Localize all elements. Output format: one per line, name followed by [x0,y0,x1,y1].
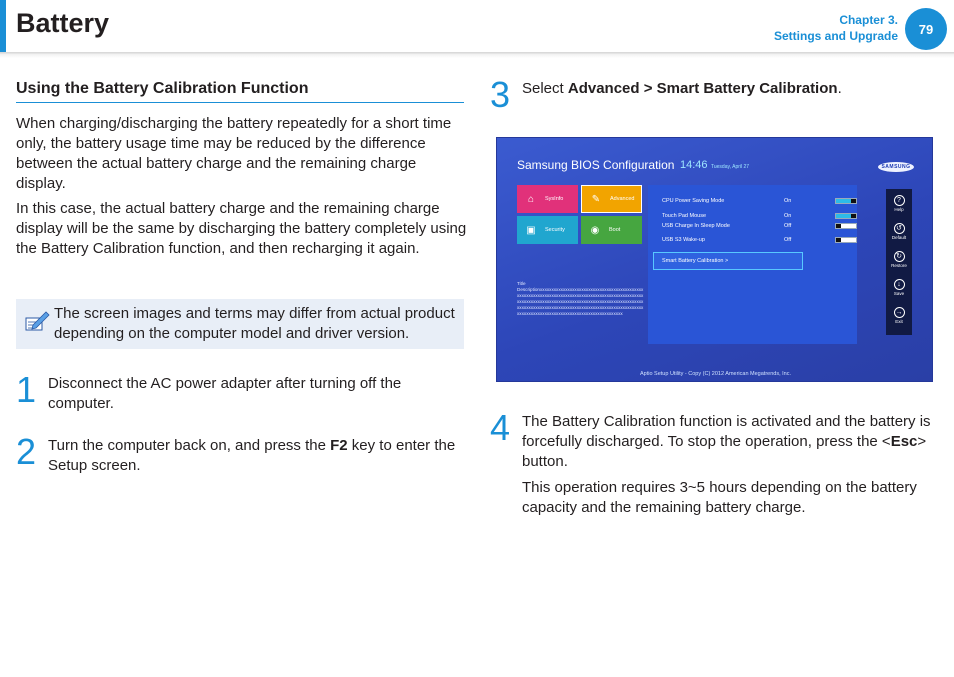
bios-tile-security[interactable] [517,216,578,244]
step-4-text [522,412,934,472]
bios-side-exit[interactable] [886,307,912,324]
bios-side-save-label: Save [893,291,905,296]
step-4-number: 4 [490,407,511,448]
bios-side-menu [886,189,912,335]
note-pencil-icon [24,308,50,334]
smart-battery-calibration-button[interactable]: Smart Battery Calibration > [653,252,803,270]
bios-side-help-label: Help [894,207,904,212]
bios-side-default-label: Default [891,235,907,240]
bios-tile-advanced[interactable] [581,185,642,213]
bios-option-value: On [784,198,792,204]
step-2-text [48,436,464,476]
step-2-pre: Turn the computer back on, and press the [48,437,331,454]
bios-option-toggle[interactable] [835,213,857,219]
bios-date: Tuesday, April 27 [711,164,750,170]
step-2-number: 2 [16,431,37,472]
step-4-note: This operation requires 3~5 hours depending on the battery capacity and the remaining battery charge. [522,479,917,516]
power-icon: ◉ [590,224,600,236]
chapter-title: Settings and Upgrade [773,29,898,43]
bios-option-label: Touch Pad Mouse [662,213,707,219]
bios-footer: Aptio Setup Utility - Copy (C) 2012 American Megatrends, Inc. [639,371,791,377]
default-icon: ↺ [894,223,905,234]
step-3-number: 3 [490,74,511,115]
bios-tile-security-label: Security [545,227,565,233]
bios-option-toggle[interactable] [835,223,857,229]
step-3-text [522,79,932,99]
bios-tile-boot-label: Boot [609,227,621,233]
bios-option-label: CPU Power Saving Mode [662,198,725,204]
bios-side-restore-label: Restore [891,263,907,268]
bios-tile-sysinfo[interactable] [517,185,578,213]
bios-option-value: Off [784,223,792,229]
step-3-sep: > [639,80,657,97]
bios-option-toggle[interactable] [835,198,857,204]
note-text: The screen images and terms may differ from actual product depending on the computer model and driver version. [54,305,455,342]
exit-icon: → [895,309,903,316]
step-1-text: Disconnect the AC power adapter after turning off the computer. [48,375,402,412]
step-4-pre: The Battery Calibration function is activated and the battery is forcefully discharged. To stop the operation, press the < [522,413,931,450]
step-3-post: . [837,80,842,97]
bios-title: Samsung BIOS Configuration [517,158,675,172]
intro-paragraph-2: In this case, the actual battery charge and the remaining charge display will be the same by discharging the battery completely using the Battery Calibration function, and then recharging it again. [16,200,467,257]
chapter-number: Chapter 3. [839,13,898,27]
bios-tile-advanced-label: Advanced [610,196,635,202]
bios-description-text: Descriptionxxxxxxxxxxxxxxxxxxxxxxxxxxxxxxxxxxxxxxxxxxxxxxxxxxxxxxxxxxxxxxxxxxxxxxxxxxxxxxxxxxxxxxxxxxxxxxxxxxxxxxxxxxxxxxxxxxxxxxxxxxxxxxxxxxxxxxxxxxxxxxxxxxxxxxxxxxxxxxxxxxxxxxxxxxxxxxxxxxxxxxxxxxxxxxxxxxxxxxxxxxxxxxxxxxxxxxxxxxxxxxxxxxxxxxxxxxxxxxxxxxxxxxxxxxxxxxxx [517,287,644,316]
bios-description-title: Title [517,281,526,286]
step-1-number: 1 [16,369,37,410]
step-2-key: F2 [330,437,348,454]
note-box [16,299,464,349]
step-4-post: > button. [522,433,927,470]
page-title: Battery [16,8,110,38]
bios-side-restore[interactable] [886,251,912,268]
bios-time: 14:46 [680,159,708,171]
save-icon: ↓ [894,279,905,290]
header-accent-bar [0,0,6,52]
help-icon: ? [894,195,905,206]
bios-tile-sysinfo-label: SysInfo [545,196,564,202]
home-icon: ⌂ [527,193,535,205]
page-number-badge: 79 [905,8,947,50]
bios-side-exit-label: Exit [895,319,903,324]
step-3-pre: Select [522,80,568,97]
restore-icon: ↻ [894,251,905,262]
wrench-icon: ✎ [591,193,601,205]
bios-side-default[interactable] [886,223,912,240]
chapter-label [774,12,898,44]
bios-description [517,281,645,343]
bios-option-label: USB Charge In Sleep Mode [662,223,730,229]
bios-tile-boot[interactable] [581,216,642,244]
header-divider [0,52,954,58]
bios-side-help[interactable] [886,195,912,212]
samsung-logo: SAMSUNG [878,162,914,172]
section-title: Using the Battery Calibration Function [16,80,464,103]
bios-option-toggle[interactable] [835,237,857,243]
step-2-post: key to enter the Setup screen. [48,437,456,474]
bios-option-value: Off [784,237,792,243]
step-4-key: Esc [890,433,918,450]
bios-option-value: On [784,213,792,219]
lock-icon: ▣ [526,224,536,236]
bios-side-save[interactable] [886,279,912,296]
bios-option-label: USB S3 Wake-up [662,237,705,243]
step-3-smart-battery: Smart Battery Calibration [656,80,838,97]
bios-screenshot [496,137,933,382]
step-3-advanced: Advanced [567,80,640,97]
intro-paragraph-1: When charging/discharging the battery repeatedly for a short time only, the battery usage time may be reduced by the difference between the actual battery charge and the remaining charge display. [16,115,452,192]
